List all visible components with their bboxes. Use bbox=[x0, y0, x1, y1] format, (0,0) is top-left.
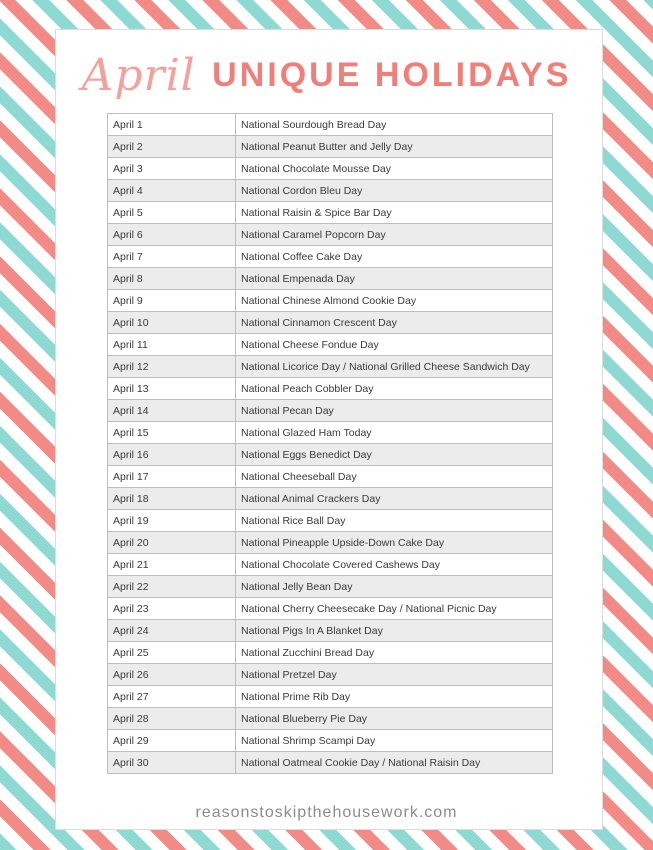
table-row bbox=[108, 114, 553, 136]
holiday-name-cell: National Zucchini Bread Day bbox=[236, 642, 553, 664]
table-row bbox=[108, 664, 553, 686]
holiday-name-cell: National Sourdough Bread Day bbox=[236, 114, 553, 136]
holiday-name-cell: National Prime Rib Day bbox=[236, 686, 553, 708]
title-script: April bbox=[81, 50, 196, 101]
table-row bbox=[108, 686, 553, 708]
holiday-name-cell: National Cheese Fondue Day bbox=[236, 334, 553, 356]
table-row bbox=[108, 576, 553, 598]
date-cell: April 19 bbox=[108, 510, 236, 532]
holiday-name-cell: National Peach Cobbler Day bbox=[236, 378, 553, 400]
table-row bbox=[108, 752, 553, 774]
date-cell: April 25 bbox=[108, 642, 236, 664]
date-cell: April 16 bbox=[108, 444, 236, 466]
date-cell: April 6 bbox=[108, 224, 236, 246]
holiday-name-cell: National Empenada Day bbox=[236, 268, 553, 290]
holiday-name-cell: National Cordon Bleu Day bbox=[236, 180, 553, 202]
date-cell: April 22 bbox=[108, 576, 236, 598]
table-row bbox=[108, 136, 553, 158]
holiday-name-cell: National Rice Ball Day bbox=[236, 510, 553, 532]
date-cell: April 5 bbox=[108, 202, 236, 224]
table-row bbox=[108, 554, 553, 576]
date-cell: April 27 bbox=[108, 686, 236, 708]
table-row bbox=[108, 224, 553, 246]
date-cell: April 12 bbox=[108, 356, 236, 378]
date-cell: April 15 bbox=[108, 422, 236, 444]
date-cell: April 28 bbox=[108, 708, 236, 730]
holiday-name-cell: National Raisin & Spice Bar Day bbox=[236, 202, 553, 224]
holiday-name-cell: National Chocolate Mousse Day bbox=[236, 158, 553, 180]
holiday-name-cell: National Peanut Butter and Jelly Day bbox=[236, 136, 553, 158]
table-row bbox=[108, 290, 553, 312]
holiday-name-cell: National Chocolate Covered Cashews Day bbox=[236, 554, 553, 576]
date-cell: April 14 bbox=[108, 400, 236, 422]
title-main: UNIQUE HOLIDAYS bbox=[212, 56, 572, 94]
date-cell: April 3 bbox=[108, 158, 236, 180]
date-cell: April 23 bbox=[108, 598, 236, 620]
table-row bbox=[108, 246, 553, 268]
table-row bbox=[108, 642, 553, 664]
date-cell: April 26 bbox=[108, 664, 236, 686]
holiday-name-cell: National Licorice Day / National Grilled Cheese Sandwich Day bbox=[236, 356, 553, 378]
holiday-name-cell: National Pretzel Day bbox=[236, 664, 553, 686]
date-cell: April 1 bbox=[108, 114, 236, 136]
date-cell: April 8 bbox=[108, 268, 236, 290]
holiday-name-cell: National Coffee Cake Day bbox=[236, 246, 553, 268]
holiday-name-cell: National Glazed Ham Today bbox=[236, 422, 553, 444]
holiday-name-cell: National Pigs In A Blanket Day bbox=[236, 620, 553, 642]
holiday-name-cell: National Cherry Cheesecake Day / National Picnic Day bbox=[236, 598, 553, 620]
table-row bbox=[108, 268, 553, 290]
table-row bbox=[108, 202, 553, 224]
holiday-name-cell: National Caramel Popcorn Day bbox=[236, 224, 553, 246]
table-row bbox=[108, 400, 553, 422]
date-cell: April 17 bbox=[108, 466, 236, 488]
date-cell: April 30 bbox=[108, 752, 236, 774]
table-row bbox=[108, 466, 553, 488]
holiday-table bbox=[107, 113, 553, 774]
table-row bbox=[108, 158, 553, 180]
table-row bbox=[108, 378, 553, 400]
holiday-name-cell: National Pecan Day bbox=[236, 400, 553, 422]
date-cell: April 11 bbox=[108, 334, 236, 356]
holiday-name-cell: National Animal Crackers Day bbox=[236, 488, 553, 510]
table-row bbox=[108, 444, 553, 466]
date-cell: April 29 bbox=[108, 730, 236, 752]
date-cell: April 20 bbox=[108, 532, 236, 554]
holiday-name-cell: National Oatmeal Cookie Day / National Raisin Day bbox=[236, 752, 553, 774]
table-row bbox=[108, 488, 553, 510]
table-row bbox=[108, 532, 553, 554]
holiday-name-cell: National Eggs Benedict Day bbox=[236, 444, 553, 466]
table-row bbox=[108, 598, 553, 620]
table-row bbox=[108, 730, 553, 752]
holiday-name-cell: National Jelly Bean Day bbox=[236, 576, 553, 598]
table-row bbox=[108, 334, 553, 356]
table-row bbox=[108, 180, 553, 202]
date-cell: April 13 bbox=[108, 378, 236, 400]
date-cell: April 10 bbox=[108, 312, 236, 334]
table-row bbox=[108, 510, 553, 532]
date-cell: April 4 bbox=[108, 180, 236, 202]
holiday-name-cell: National Chinese Almond Cookie Day bbox=[236, 290, 553, 312]
table-row bbox=[108, 356, 553, 378]
holiday-name-cell: National Cinnamon Crescent Day bbox=[236, 312, 553, 334]
table-row bbox=[108, 422, 553, 444]
table-row bbox=[108, 620, 553, 642]
table-row bbox=[108, 312, 553, 334]
holiday-name-cell: National Blueberry Pie Day bbox=[236, 708, 553, 730]
date-cell: April 2 bbox=[108, 136, 236, 158]
page-title bbox=[0, 50, 653, 101]
date-cell: April 18 bbox=[108, 488, 236, 510]
table-row bbox=[108, 708, 553, 730]
footer-website: reasonstoskipthehousework.com bbox=[195, 804, 458, 821]
holiday-name-cell: National Cheeseball Day bbox=[236, 466, 553, 488]
date-cell: April 21 bbox=[108, 554, 236, 576]
holiday-name-cell: National Pineapple Upside-Down Cake Day bbox=[236, 532, 553, 554]
date-cell: April 7 bbox=[108, 246, 236, 268]
holiday-name-cell: National Shrimp Scampi Day bbox=[236, 730, 553, 752]
date-cell: April 9 bbox=[108, 290, 236, 312]
date-cell: April 24 bbox=[108, 620, 236, 642]
